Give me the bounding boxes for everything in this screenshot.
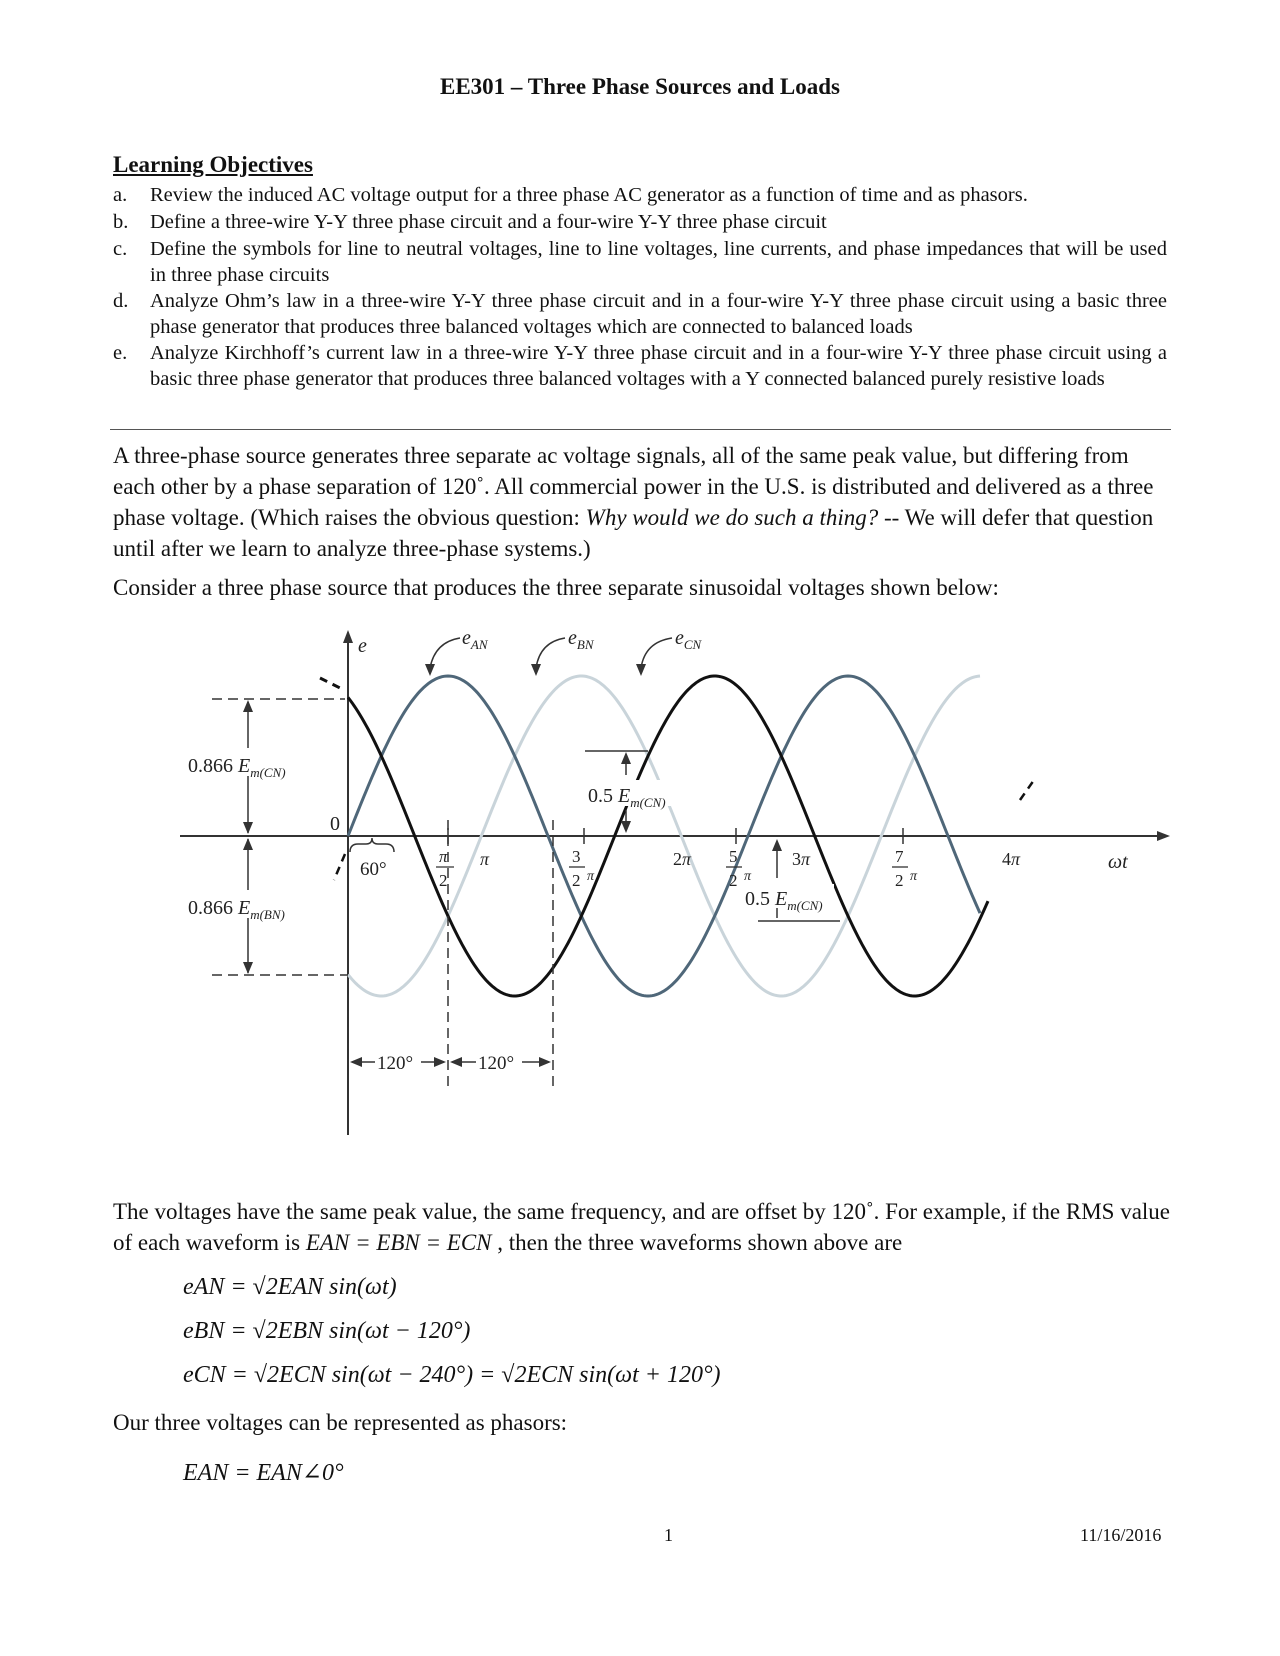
footer-date: 11/16/2016 <box>1080 1525 1162 1545</box>
svg-text:2: 2 <box>729 871 738 890</box>
dim-bottom-arrow2 <box>243 962 253 974</box>
label-ebn: $e_{BN}$ <box>568 630 594 652</box>
list-item: e. Analyze Kirchhoff’s current law in a three-wire Y-Y three phase circuit and in a four-wire Y-Y three phase circuit using a basic three phase generator that produces three balanced voltages with a Y connected balanced purely resistive loads <box>113 342 1167 390</box>
intro-paragraph-2: Consider a three phase source that produces the three separate sinusoidal voltages shown below: <box>113 575 999 600</box>
tick-3-2-pi <box>569 828 595 890</box>
pointer-ebn <box>536 638 565 668</box>
svg-text:2π: 2π <box>673 849 692 869</box>
dim-120-b-r <box>539 1057 551 1067</box>
page-number: 1 <box>664 1525 673 1545</box>
half-arrow-top-up-head <box>621 752 631 764</box>
tick-7-2-pi <box>892 828 918 890</box>
equation-phasor: EAN = EAN∠0° <box>183 1460 344 1486</box>
dim-120-a-r <box>434 1057 446 1067</box>
svg-text:5: 5 <box>729 847 738 866</box>
phasor-intro: Our three voltages can be represented as phasors: <box>113 1410 568 1435</box>
ecn-dash-start <box>320 678 340 688</box>
pointer-ebn-head <box>531 664 541 676</box>
svg-text:2: 2 <box>572 871 581 890</box>
divider <box>110 429 1171 430</box>
label-0866-cn: 0.866 $E_{m(CN)}$ <box>188 755 286 780</box>
pointer-ecn <box>641 638 672 668</box>
svg-text:4π: 4π <box>1002 849 1021 869</box>
bracket-60 <box>350 838 394 852</box>
svg-text:3π: 3π <box>792 849 811 869</box>
label-half-bottom: 0.5 $E_{m(CN)}$ <box>745 888 823 913</box>
body-paragraph: The voltages have the same peak value, the same frequency, and are offset by 120˚. For example, if the RMS value of each waveform is EAN = EBN = ECN , then the three waveforms shown above are <box>113 1199 1171 1255</box>
label-half-top: 0.5 $E_{m(CN)}$ <box>588 785 666 810</box>
tick-3pi <box>792 849 811 869</box>
label-120-a: 120° <box>377 1053 414 1074</box>
svg-text:π: π <box>910 869 918 884</box>
half-arrow-bot-up-head <box>772 839 782 851</box>
label-ecn: $e_{CN}$ <box>675 630 702 652</box>
y-axis-arrow <box>343 630 353 643</box>
svg-text:π: π <box>480 849 490 869</box>
page-title: EE301 – Three Phase Sources and Loads <box>439 74 841 99</box>
svg-text:7: 7 <box>895 847 904 866</box>
dim-120-a-l <box>350 1057 362 1067</box>
svg-text:π: π <box>587 869 595 884</box>
list-item: a. Review the induced AC voltage output for a three phase AC generator as a function of time and as phasors. <box>113 184 1028 206</box>
origin-label: 0 <box>330 813 340 835</box>
equation-ean: eAN = √2EAN sin(ωt) <box>183 1274 397 1300</box>
svg-text:π: π <box>439 847 448 866</box>
svg-text:2: 2 <box>439 871 448 890</box>
ecn-dash-left <box>334 854 345 880</box>
x-axis-arrow <box>1157 831 1170 841</box>
dim-top-arrow2 <box>243 822 253 834</box>
dim-bottom-arrow1 <box>243 838 253 850</box>
list-item: c. Define the symbols for line to neutral voltages, line to line voltages, line currents, and phase impedances that will be used in three phase circuits <box>113 238 1167 286</box>
tick-pi-over-2 <box>436 828 454 890</box>
objectives-list <box>113 182 1167 392</box>
label-120-b: 120° <box>478 1053 515 1074</box>
label-60: 60° <box>360 859 387 880</box>
list-item: d. Analyze Ohm’s law in a three-wire Y-Y three phase circuit and in a four-wire Y-Y three phase circuit using a basic three phase generator that produces three balanced voltages which are connected to balanced loads <box>113 290 1167 338</box>
ecn-dash-right <box>1020 780 1034 800</box>
tick-pi <box>480 849 490 869</box>
pointer-ecn-head <box>636 664 646 676</box>
label-ean: $e_{AN}$ <box>462 630 488 652</box>
pointer-ean-head <box>425 664 435 676</box>
tick-4pi <box>1002 849 1021 869</box>
pointer-ean <box>430 638 460 668</box>
label-0866-bn: 0.866 $E_{m(BN)}$ <box>188 897 285 922</box>
svg-text:3: 3 <box>572 847 581 866</box>
svg-text:π: π <box>744 869 752 884</box>
half-arrow-top-down-head <box>621 821 631 833</box>
tick-2pi <box>673 849 692 869</box>
y-axis-label: e <box>358 635 367 657</box>
list-item: b. Define a three-wire Y-Y three phase circuit and a four-wire Y-Y three phase circuit <box>113 211 827 233</box>
equation-ebn: eBN = √2EBN sin(ωt − 120°) <box>183 1318 471 1344</box>
waveform-figure <box>180 630 1170 1145</box>
equation-ecn: eCN = √2ECN sin(ωt − 240°) = √2ECN sin(ωt + 120°) <box>183 1362 721 1388</box>
svg-text:2: 2 <box>895 871 904 890</box>
dim-120-b-l <box>450 1057 462 1067</box>
x-axis-label: ωt <box>1108 851 1128 873</box>
dim-top-arrow1 <box>243 700 253 712</box>
objectives-heading: Learning Objectives <box>113 152 313 177</box>
intro-paragraph: A three-phase source generates three separate ac voltage signals, all of the same peak value, but differing from each other by a phase separation of 120˚. All commercial power in the U.S. is distributed and delivered as a three phase voltage. (Which raises the obvious question: Why would we do such a thing? -- We will defer that question until after we learn to analyze three-phase systems.) <box>113 443 1154 561</box>
waveform-plot <box>180 630 1170 1145</box>
